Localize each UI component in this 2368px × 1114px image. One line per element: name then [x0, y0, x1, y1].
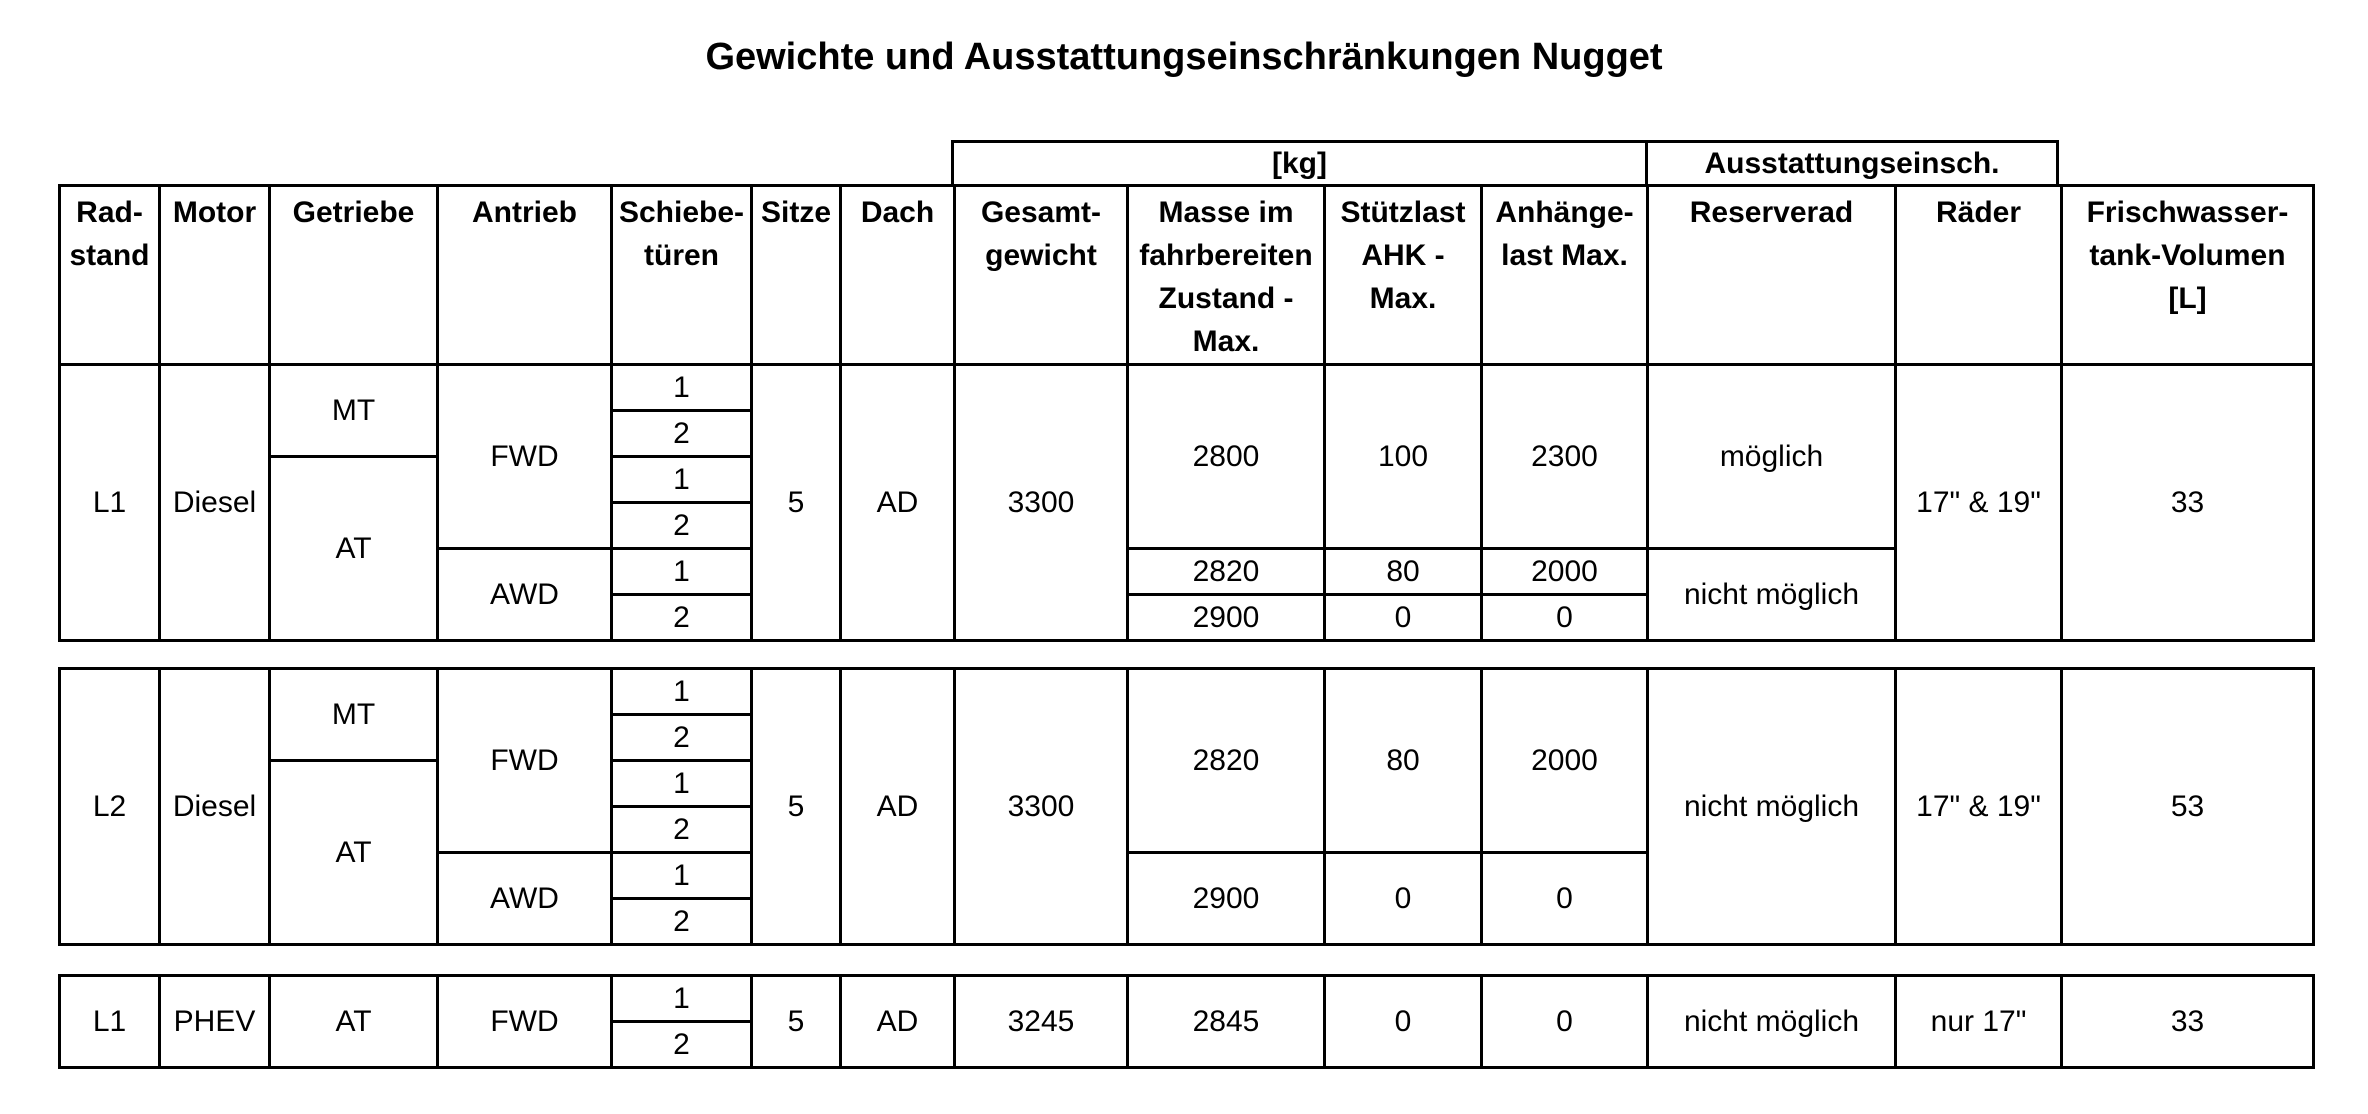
weights-table-block-3: [58, 974, 2315, 1069]
col-frischwasser: Frischwasser- tank-Volumen [L]: [2062, 186, 2314, 365]
cell-getriebe-at: AT: [270, 761, 438, 945]
table-row: [60, 365, 2314, 411]
col-schiebetueren: Schiebe- türen: [612, 186, 752, 365]
cell-antrieb-awd: AWD: [438, 853, 612, 945]
cell-radstand: L1: [60, 365, 160, 641]
cell-dach: AD: [841, 365, 955, 641]
cell-tueren: 1: [612, 669, 752, 715]
col-getriebe: Getriebe: [270, 186, 438, 365]
group-header-kg: [kg]: [951, 140, 1648, 187]
cell-getriebe-mt: MT: [270, 669, 438, 761]
cell-tueren: 2: [612, 503, 752, 549]
table-row: [60, 976, 2314, 1022]
cell-tueren: 1: [612, 549, 752, 595]
cell-motor: Diesel: [160, 365, 270, 641]
cell-masse: 2820: [1128, 549, 1325, 595]
col-radstand: Rad- stand: [60, 186, 160, 365]
header-row: [60, 186, 2314, 365]
col-dach: Dach: [841, 186, 955, 365]
weights-table-block-1: [58, 184, 2315, 642]
cell-sitze: 5: [752, 365, 841, 641]
cell-tueren: 1: [612, 853, 752, 899]
cell-stuetzlast: 100: [1325, 365, 1482, 549]
cell-tueren: 2: [612, 1022, 752, 1068]
cell-raeder: 17" & 19": [1896, 669, 2062, 945]
cell-stuetzlast: 0: [1325, 853, 1482, 945]
table-row: [60, 669, 2314, 715]
cell-stuetzlast: 0: [1325, 976, 1482, 1068]
cell-radstand: L1: [60, 976, 160, 1068]
cell-motor: PHEV: [160, 976, 270, 1068]
cell-dach: AD: [841, 976, 955, 1068]
cell-anhaengelast: 2300: [1482, 365, 1648, 549]
cell-anhaengelast: 2000: [1482, 669, 1648, 853]
group-header-ausstattung: Ausstattungseinsch.: [1645, 140, 2059, 187]
cell-reserverad: möglich: [1648, 365, 1896, 549]
weights-table-block-2: [58, 667, 2315, 946]
col-gesamtgewicht: Gesamt- gewicht: [955, 186, 1128, 365]
cell-antrieb-fwd: FWD: [438, 669, 612, 853]
cell-masse: 2900: [1128, 853, 1325, 945]
cell-tueren: 1: [612, 976, 752, 1022]
col-antrieb: Antrieb: [438, 186, 612, 365]
cell-reserverad: nicht möglich: [1648, 549, 1896, 641]
cell-raeder: 17" & 19": [1896, 365, 2062, 641]
cell-reserverad: nicht möglich: [1648, 976, 1896, 1068]
cell-gesamtgewicht: 3300: [955, 365, 1128, 641]
col-anhaengelast: Anhänge- last Max.: [1482, 186, 1648, 365]
col-masse: Masse im fahrbereiten Zustand - Max.: [1128, 186, 1325, 365]
cell-gesamtgewicht: 3245: [955, 976, 1128, 1068]
cell-dach: AD: [841, 669, 955, 945]
cell-tueren: 1: [612, 457, 752, 503]
cell-stuetzlast: 80: [1325, 549, 1482, 595]
cell-tueren: 1: [612, 761, 752, 807]
cell-gesamtgewicht: 3300: [955, 669, 1128, 945]
cell-masse: 2845: [1128, 976, 1325, 1068]
cell-frischwasser: 33: [2062, 976, 2314, 1068]
col-reserverad: Reserverad: [1648, 186, 1896, 365]
cell-reserverad: nicht möglich: [1648, 669, 1896, 945]
cell-anhaengelast: 0: [1482, 853, 1648, 945]
cell-frischwasser: 53: [2062, 669, 2314, 945]
cell-anhaengelast: 0: [1482, 976, 1648, 1068]
col-stuetzlast: Stützlast AHK - Max.: [1325, 186, 1482, 365]
col-motor: Motor: [160, 186, 270, 365]
cell-radstand: L2: [60, 669, 160, 945]
cell-frischwasser: 33: [2062, 365, 2314, 641]
cell-getriebe-mt: MT: [270, 365, 438, 457]
cell-tueren: 2: [612, 807, 752, 853]
cell-anhaengelast: 0: [1482, 595, 1648, 641]
cell-raeder: nur 17": [1896, 976, 2062, 1068]
cell-masse: 2900: [1128, 595, 1325, 641]
cell-tueren: 1: [612, 365, 752, 411]
cell-masse: 2800: [1128, 365, 1325, 549]
cell-tueren: 2: [612, 411, 752, 457]
cell-antrieb-fwd: FWD: [438, 365, 612, 549]
page-title: Gewichte und Ausstattungseinschränkungen Nugget: [705, 36, 1663, 78]
col-raeder: Räder: [1896, 186, 2062, 365]
cell-tueren: 2: [612, 715, 752, 761]
cell-antrieb: FWD: [438, 976, 612, 1068]
cell-getriebe: AT: [270, 976, 438, 1068]
cell-sitze: 5: [752, 976, 841, 1068]
cell-stuetzlast: 0: [1325, 595, 1482, 641]
cell-antrieb-awd: AWD: [438, 549, 612, 641]
cell-motor: Diesel: [160, 669, 270, 945]
cell-tueren: 2: [612, 899, 752, 945]
cell-tueren: 2: [612, 595, 752, 641]
cell-getriebe-at: AT: [270, 457, 438, 641]
cell-masse: 2820: [1128, 669, 1325, 853]
cell-sitze: 5: [752, 669, 841, 945]
cell-anhaengelast: 2000: [1482, 549, 1648, 595]
col-sitze: Sitze: [752, 186, 841, 365]
cell-stuetzlast: 80: [1325, 669, 1482, 853]
